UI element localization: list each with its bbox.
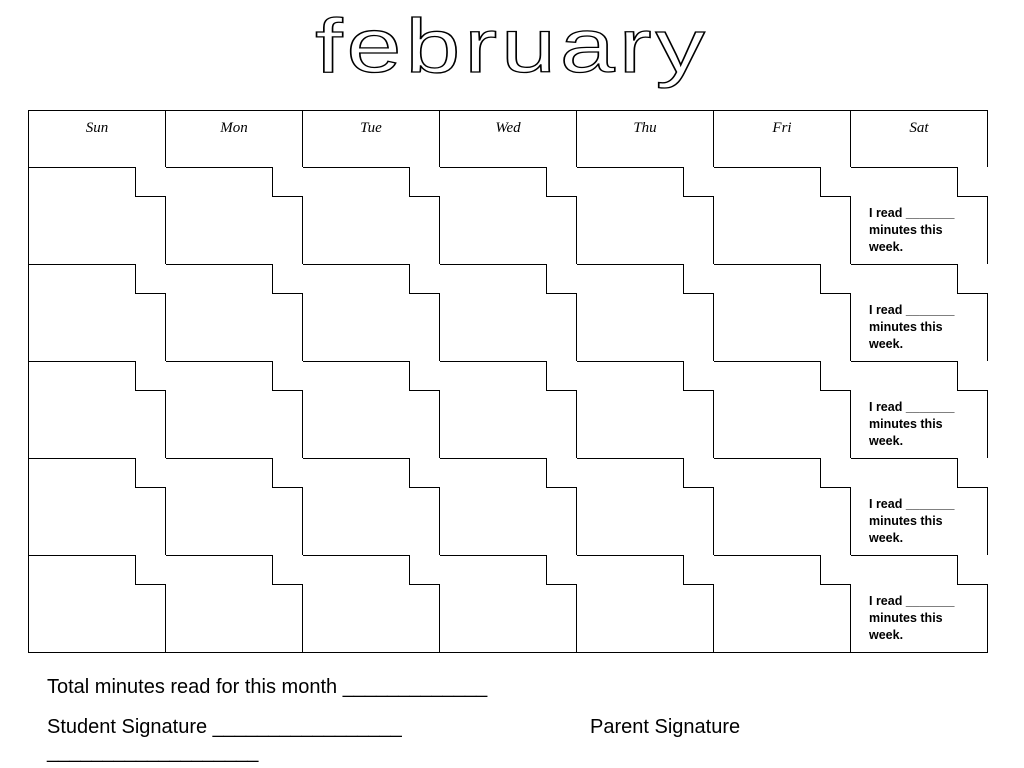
day-cell[interactable] [29,459,166,556]
date-number-box[interactable] [135,361,166,391]
date-number-box[interactable] [272,458,303,488]
day-cell[interactable] [303,168,440,265]
date-number-box[interactable] [272,361,303,391]
day-cell[interactable] [851,556,988,653]
day-cell[interactable] [303,265,440,362]
day-cell[interactable] [577,265,714,362]
week-row [29,362,988,459]
date-number-box[interactable] [820,555,851,585]
day-cell[interactable] [714,168,851,265]
day-cell[interactable] [851,362,988,459]
date-number-box[interactable] [683,361,714,391]
day-cell[interactable] [166,265,303,362]
day-cell[interactable] [714,265,851,362]
week-row [29,459,988,556]
day-cell[interactable] [851,168,988,265]
day-cell[interactable] [577,459,714,556]
day-cell[interactable] [166,459,303,556]
date-number-box[interactable] [272,264,303,294]
date-number-box[interactable] [409,264,440,294]
day-cell[interactable] [303,556,440,653]
date-number-box[interactable] [409,458,440,488]
week-row [29,556,988,653]
day-cell[interactable] [29,168,166,265]
date-number-box[interactable] [546,264,577,294]
parent-signature-label: Parent Signature [590,716,741,738]
week-row [29,265,988,362]
date-number-box[interactable] [957,361,988,391]
weekly-minutes-note: I read _______ minutes this week. [869,594,955,642]
parent-signature-line: ___________________ [47,741,259,763]
day-cell[interactable] [714,556,851,653]
date-number-box[interactable] [546,458,577,488]
header-mon: Mon [166,111,303,168]
header-sat: Sat [851,111,988,168]
day-cell[interactable] [851,459,988,556]
day-cell[interactable] [577,362,714,459]
day-cell[interactable] [577,168,714,265]
date-number-box[interactable] [820,361,851,391]
day-cell[interactable] [714,362,851,459]
date-number-box[interactable] [409,555,440,585]
date-number-box[interactable] [957,167,988,197]
day-cell[interactable] [851,265,988,362]
total-minutes-line: Total minutes read for this month _____________ [47,676,488,698]
calendar-grid [28,110,988,653]
date-number-box[interactable] [683,555,714,585]
date-number-box[interactable] [957,264,988,294]
day-cell[interactable] [440,362,577,459]
date-number-box[interactable] [546,361,577,391]
day-cell[interactable] [303,459,440,556]
weekly-minutes-note: I read _______ minutes this week. [869,303,955,351]
header-thu: Thu [577,111,714,168]
week-row [29,168,988,265]
header-sun: Sun [29,111,166,168]
date-number-box[interactable] [272,555,303,585]
date-number-box[interactable] [820,458,851,488]
date-number-box[interactable] [272,167,303,197]
date-number-box[interactable] [409,361,440,391]
header-wed: Wed [440,111,577,168]
day-cell[interactable] [440,265,577,362]
date-number-box[interactable] [409,167,440,197]
day-cell[interactable] [577,556,714,653]
day-cell[interactable] [440,459,577,556]
day-cell[interactable] [166,168,303,265]
header-tue: Tue [303,111,440,168]
day-cell[interactable] [714,459,851,556]
day-cell[interactable] [29,362,166,459]
date-number-box[interactable] [135,264,166,294]
date-number-box[interactable] [820,167,851,197]
date-number-box[interactable] [683,458,714,488]
day-cell[interactable] [29,556,166,653]
date-number-box[interactable] [957,555,988,585]
weekly-minutes-note: I read _______ minutes this week. [869,497,955,545]
day-cell[interactable] [440,556,577,653]
day-cell[interactable] [166,556,303,653]
date-number-box[interactable] [546,555,577,585]
date-number-box[interactable] [135,167,166,197]
day-cell[interactable] [166,362,303,459]
weekly-minutes-note: I read _______ minutes this week. [869,400,955,448]
day-cell[interactable] [29,265,166,362]
page-title: february [315,4,709,89]
date-number-box[interactable] [135,458,166,488]
weekly-minutes-note: I read _______ minutes this week. [869,206,955,254]
date-number-box[interactable] [820,264,851,294]
date-number-box[interactable] [546,167,577,197]
day-cell[interactable] [303,362,440,459]
day-cell[interactable] [440,168,577,265]
student-signature-line: Student Signature _________________ [47,716,402,738]
calendar-body [29,168,988,653]
header-fri: Fri [714,111,851,168]
date-number-box[interactable] [957,458,988,488]
date-number-box[interactable] [135,555,166,585]
date-number-box[interactable] [683,264,714,294]
weekday-header-row [29,111,988,168]
date-number-box[interactable] [683,167,714,197]
